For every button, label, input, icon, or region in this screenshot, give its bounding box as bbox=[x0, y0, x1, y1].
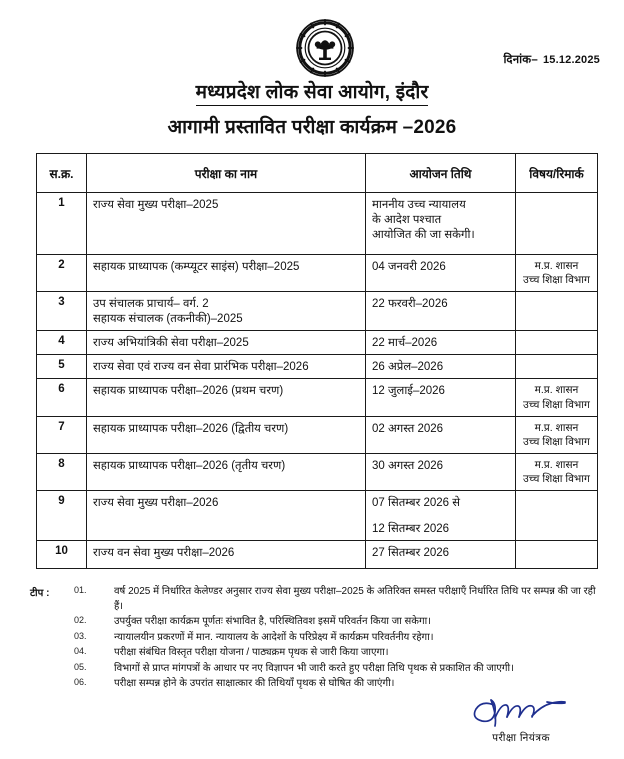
note-text: वर्ष 2025 में निर्धारित केलेण्डर अनुसार राज्य सेवा मुख्य परीक्षा–2025 के अतिरिक्त समस्त परीक्षाएँ निर्धारित तिथि पर सम्पन्न की जा रही हैं। bbox=[114, 586, 596, 612]
cell-exam-name bbox=[87, 541, 366, 569]
exam-name-line1: सहायक प्राध्यापक परीक्षा–2026 (तृतीय चरण) bbox=[93, 460, 286, 473]
cell-remark bbox=[516, 355, 598, 379]
exam-name-line1: राज्य सेवा एवं राज्य वन सेवा प्रारंभिक परीक्षा–2026 bbox=[93, 361, 309, 374]
cell-remark bbox=[516, 193, 598, 255]
cell-exam-date bbox=[366, 454, 516, 491]
exam-date-line1: 02 अगस्त 2026 bbox=[372, 422, 444, 435]
cell-exam-date bbox=[366, 541, 516, 569]
cell-remark bbox=[516, 292, 598, 331]
cell-remark bbox=[516, 454, 598, 491]
cell-exam-name bbox=[87, 255, 366, 292]
cell-exam-date bbox=[366, 255, 516, 292]
note-text: परीक्षा सम्पन्न होने के उपरांत साक्षात्कार की तिथियाँ पृथक से घोषित की जाएंगी। bbox=[114, 678, 395, 689]
column-header-exam-date: आयोजन तिथि bbox=[366, 154, 516, 193]
cell-remark bbox=[516, 255, 598, 292]
cell-exam-name bbox=[87, 292, 366, 331]
exam-date-line3: आयोजित की जा सकेगी। bbox=[372, 229, 475, 241]
cell-exam-date bbox=[366, 355, 516, 379]
column-header-remark: विषय/रिमार्क bbox=[516, 154, 598, 193]
cell-exam-name bbox=[87, 193, 366, 255]
cell-remark bbox=[516, 541, 598, 569]
document-date-label: दिनांक– bbox=[503, 54, 538, 66]
handwritten-signature bbox=[461, 696, 581, 730]
exam-name-line1: राज्य वन सेवा मुख्य परीक्षा–2026 bbox=[93, 547, 235, 560]
table-row bbox=[37, 379, 598, 416]
document-header bbox=[0, 0, 624, 140]
document-date bbox=[503, 52, 600, 67]
remark-line1: म.प्र. शासन bbox=[534, 459, 579, 472]
cell-serial: 8 bbox=[37, 454, 87, 491]
cell-remark bbox=[516, 331, 598, 355]
note-item bbox=[30, 646, 600, 661]
exam-date-line1: 22 मार्च–2026 bbox=[372, 337, 438, 350]
remark-line1: म.प्र. शासन bbox=[534, 384, 579, 397]
note-text: न्यायालयीन प्रकरणों में मान. न्यायालय के आदेशों के परिप्रेक्ष्य में कार्यक्रम परिवर्तनीय रहेगा। bbox=[114, 631, 434, 643]
note-text: विभागों से प्राप्त मांगपत्रों के आधार पर नए विज्ञापन भी जारी करते हुए परीक्षा तिथि पृथक से प्रकाशित की जाएगी। bbox=[114, 662, 514, 674]
note-item bbox=[30, 662, 600, 677]
table-row bbox=[37, 331, 598, 355]
note-item bbox=[30, 615, 600, 630]
cell-serial: 7 bbox=[37, 416, 87, 453]
cell-exam-date bbox=[366, 416, 516, 453]
exam-name-line1: राज्य सेवा मुख्य परीक्षा–2026 bbox=[93, 497, 219, 510]
exam-name-line1: सहायक प्राध्यापक परीक्षा–2026 (द्वितीय चरण) bbox=[93, 422, 289, 435]
page-title: मध्यप्रदेश लोक सेवा आयोग, इंदौर bbox=[196, 78, 429, 106]
exam-date-line1: 22 फरवरी–2026 bbox=[372, 298, 448, 311]
note-number: 03. bbox=[74, 630, 87, 641]
exam-schedule-table-wrapper bbox=[36, 153, 597, 569]
cell-exam-date bbox=[366, 491, 516, 541]
note-item bbox=[30, 677, 600, 692]
exam-date-line1: माननीय उच्च न्यायालय bbox=[372, 199, 466, 211]
exam-date-line1: 26 अप्रेल–2026 bbox=[372, 361, 444, 374]
note-text: परीक्षा संबंधित विस्तृत परीक्षा योजना / पाठ्यक्रम पृथक से जारी किया जाएगा। bbox=[114, 647, 389, 658]
exam-name-line2: सहायक संचालक (तकनीकी)–2025 bbox=[93, 313, 243, 326]
note-number: 01. bbox=[74, 585, 87, 595]
table-row bbox=[37, 541, 598, 569]
cell-exam-date bbox=[366, 193, 516, 255]
remark-line1: म.प्र. शासन bbox=[534, 421, 579, 434]
table-row bbox=[37, 193, 598, 255]
remark-line2: उच्च शिक्षा विभाग bbox=[523, 274, 590, 287]
cell-exam-name bbox=[87, 454, 366, 491]
cell-exam-date bbox=[366, 379, 516, 416]
exam-name-line1: राज्य अभियांत्रिकी सेवा परीक्षा–2025 bbox=[93, 337, 249, 350]
note-item bbox=[30, 631, 600, 646]
table-header-row bbox=[37, 154, 598, 193]
exam-date-line1: 30 अगस्त 2026 bbox=[372, 460, 444, 473]
table-row bbox=[37, 454, 598, 491]
cell-exam-name bbox=[87, 416, 366, 453]
cell-serial: 2 bbox=[37, 255, 87, 292]
exam-date-line1: 12 जुलाई–2026 bbox=[372, 385, 445, 398]
exam-name-line1: सहायक प्राध्यापक (कम्प्यूटर साइंस) परीक्षा–2025 bbox=[93, 261, 300, 273]
remark-line2: उच्च शिक्षा विभाग bbox=[523, 398, 590, 411]
cell-serial: 4 bbox=[37, 331, 87, 355]
cell-exam-date bbox=[366, 292, 516, 331]
exam-name-line1: उप संचालक प्राचार्य– वर्ग. 2 bbox=[93, 298, 209, 311]
column-header-serial: स.क्र. bbox=[37, 154, 87, 193]
notes-section bbox=[30, 585, 600, 693]
note-number: 05. bbox=[74, 661, 87, 672]
table-row bbox=[37, 416, 598, 453]
cell-serial: 1 bbox=[37, 193, 87, 255]
document-date-value: 15.12.2025 bbox=[542, 54, 600, 66]
exam-date-line1: 27 सितम्बर 2026 bbox=[372, 547, 450, 560]
cell-serial: 5 bbox=[37, 355, 87, 379]
note-text: उपर्युक्त परीक्षा कार्यक्रम पूर्णतः संभावित है, परिस्थितिवश इसमें परिवर्तन किया जा सकेगा। bbox=[114, 616, 431, 627]
notes-list bbox=[30, 585, 600, 692]
table-row bbox=[37, 491, 598, 541]
table-row bbox=[37, 255, 598, 292]
cell-serial: 3 bbox=[37, 292, 87, 331]
signature-block bbox=[446, 696, 596, 745]
table-row bbox=[37, 355, 598, 379]
cell-exam-name bbox=[87, 331, 366, 355]
mppsc-seal-emblem bbox=[295, 18, 355, 78]
cell-exam-name bbox=[87, 355, 366, 379]
title-block bbox=[0, 78, 624, 139]
cell-serial: 6 bbox=[37, 379, 87, 416]
note-number: 02. bbox=[74, 615, 87, 625]
note-item bbox=[30, 585, 600, 614]
exam-date-line1: 07 सितम्बर 2026 से bbox=[372, 497, 461, 510]
remark-line2: उच्च शिक्षा विभाग bbox=[523, 473, 590, 486]
exam-schedule-table bbox=[36, 153, 598, 569]
cell-remark bbox=[516, 416, 598, 453]
remark-line1: म.प्र. शासन bbox=[534, 260, 579, 272]
signatory-designation: परीक्षा नियंत्रक bbox=[492, 732, 550, 744]
page-subtitle: आगामी प्रस्तावित परीक्षा कार्यक्रम –2026 bbox=[167, 117, 457, 138]
cell-serial: 9 bbox=[37, 491, 87, 541]
cell-remark bbox=[516, 379, 598, 416]
cell-exam-name bbox=[87, 379, 366, 416]
exam-date-line2: के आदेश पश्चात bbox=[372, 214, 442, 226]
cell-exam-date bbox=[366, 331, 516, 355]
exam-date-line2: 12 सितम्बर 2026 bbox=[372, 523, 450, 536]
exam-name-line1: सहायक प्राध्यापक परीक्षा–2026 (प्रथम चरण) bbox=[93, 385, 284, 398]
notes-label: टीप : bbox=[30, 588, 50, 599]
remark-line2: उच्च शिक्षा विभाग bbox=[523, 435, 590, 448]
column-header-exam-name: परीक्षा का नाम bbox=[87, 154, 366, 193]
cell-serial: 10 bbox=[37, 541, 87, 569]
table-row bbox=[37, 292, 598, 331]
cell-remark bbox=[516, 491, 598, 541]
cell-exam-name bbox=[87, 491, 366, 541]
note-number: 04. bbox=[74, 646, 87, 656]
exam-name-line1: राज्य सेवा मुख्य परीक्षा–2025 bbox=[93, 199, 219, 211]
note-number: 06. bbox=[74, 677, 87, 687]
exam-date-line1: 04 जनवरी 2026 bbox=[372, 261, 446, 273]
